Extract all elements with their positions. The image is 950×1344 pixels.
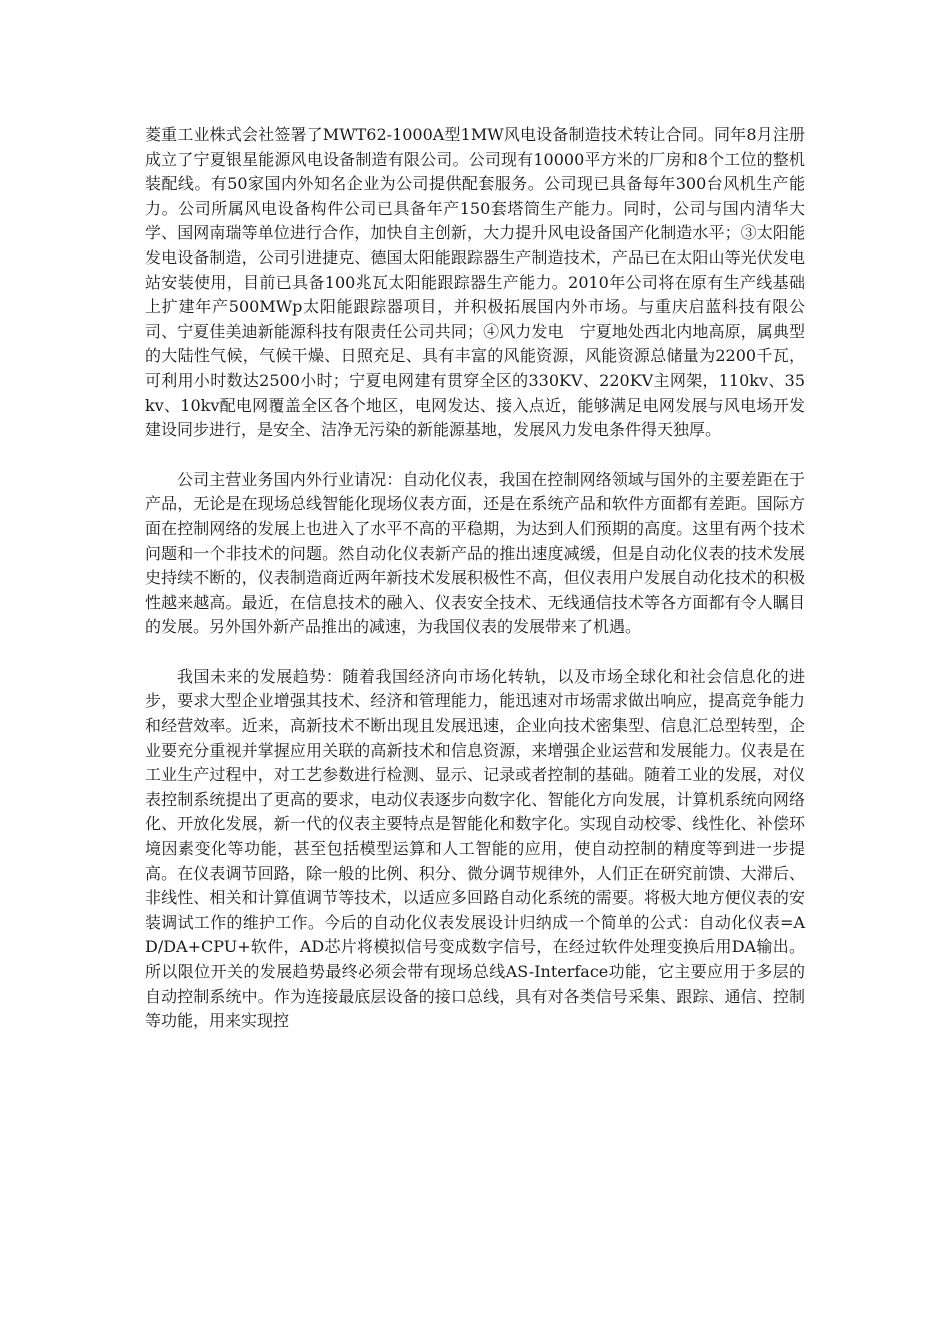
paragraph-industry-status: 公司主营业务国内外行业请况：自动化仪表，我国在控制网络领域与国外的主要差距在于产品，无论是在现场总线智能化现场仪表方面，还是在系统产品和软件方面都有差距。国际方面在控制网络的发展上也进入了水平不高的平稳期，为达到人们预期的高度。这里有两个技术问题和一个非技术的问题。然自动化仪表新产品的推出速度减缓，但是自动化仪表的技术发展史持续不断的，仪表制造商近两年新技术发展积极性不高，但仪表用户发展自动化技术的积极性越来越高。最近，在信息技术的融入、仪表安全技术、无线通信技术等各方面都有令人瞩目的发展。另外国外新产品推出的减速，为我国仪表的发展带来了机遇。 <box>145 469 805 637</box>
document-body <box>145 123 805 1059</box>
paragraph-wind-equipment: 菱重工业株式会社签署了MWT62-1000A型1MW风电设备制造技术转让合同。同年8月注册成立了宁夏银星能源风电设备制造有限公司。公司现有10000平方米的厂房和8个工位的整机装配线。有50家国内外知名企业为公司提供配套服务。公司现已具备每年300台风机生产能力。公司所属风电设备构件公司已具备年产150套塔筒生产能力。同时，公司与国内清华大学、国网南瑞等单位进行合作，加快自主创新，大力提升风电设备国产化制造水平；③太阳能发电设备制造，公司引进捷克、德国太阳能跟踪器生产制造技术，产品已在太阳山等光伏发电站安装使用，目前已具备100兆瓦太阳能跟踪器生产能力。2010年公司将在原有生产线基础上扩建年产500MWp太阳能跟踪器项目，并积极拓展国内外市场。与重庆启蓝科技有限公司、宁夏佳美迪新能源科技有限责任公司共同；④风力发电 宁夏地处西北内地高原，属典型的大陆性气候，气候干燥、日照充足、具有丰富的风能资源，风能资源总储量为2200千瓦，可利用小时数达2500小时；宁夏电网建有贯穿全区的330KV、220KV主网架，110kv、35kv、10kv配电网覆盖全区各个地区，电网发达、接入点近，能够满足电网发展与风电场开发建设同步进行，是安全、洁净无污染的新能源基地，发展风力发电条件得天独厚。 <box>145 125 805 440</box>
paragraph-future-trends: 我国未来的发展趋势：随着我国经济向市场化转轨，以及市场全球化和社会信息化的进步，要求大型企业增强其技术、经济和管理能力，能迅速对市场需求做出响应，提高竞争能力和经营效率。近来，高新技术不断出现且发展迅速，企业向技术密集型、信息汇总型转型，企业要充分重视并掌握应用关联的高新技术和信息资源，来增强企业运营和发展能力。仪表是在工业生产过程中，对工艺参数进行检测、显示、记录或者控制的基础。随着工业的发展，对仪表控制系统提出了更高的要求，电动仪表逐步向数字化、智能化方向发展，计算机系统向网络化、开放化发展，新一代的仪表主要特点是智能化和数字化。实现自动校零、线性化、补偿环境因素变化等功能，甚至包括模型运算和人工智能的应用，使自动控制的精度等到进一步提高。在仪表调节回路，除一般的比例、积分、微分调节规律外，人们正在研究前馈、大滞后、非线性、相关和计算值调节等技术，以适应多回路自动化系统的需要。将极大地方便仪表的安装调试工作的维护工作。今后的自动化仪表发展设计归纳成一个简单的公式：自动化仪表=AD/DA+CPU+软件，AD芯片将模拟信号变成数字信号，在经过软件处理变换后用DA输出。所以限位开关的发展趋势最终必须会带有现场总线AS-Interface功能，它主要应用于多层的自动控制系统中。作为连接最底层设备的接口总线，具有对各类信号采集、跟踪、通信、控制等功能，用来实现控 <box>145 666 805 1031</box>
